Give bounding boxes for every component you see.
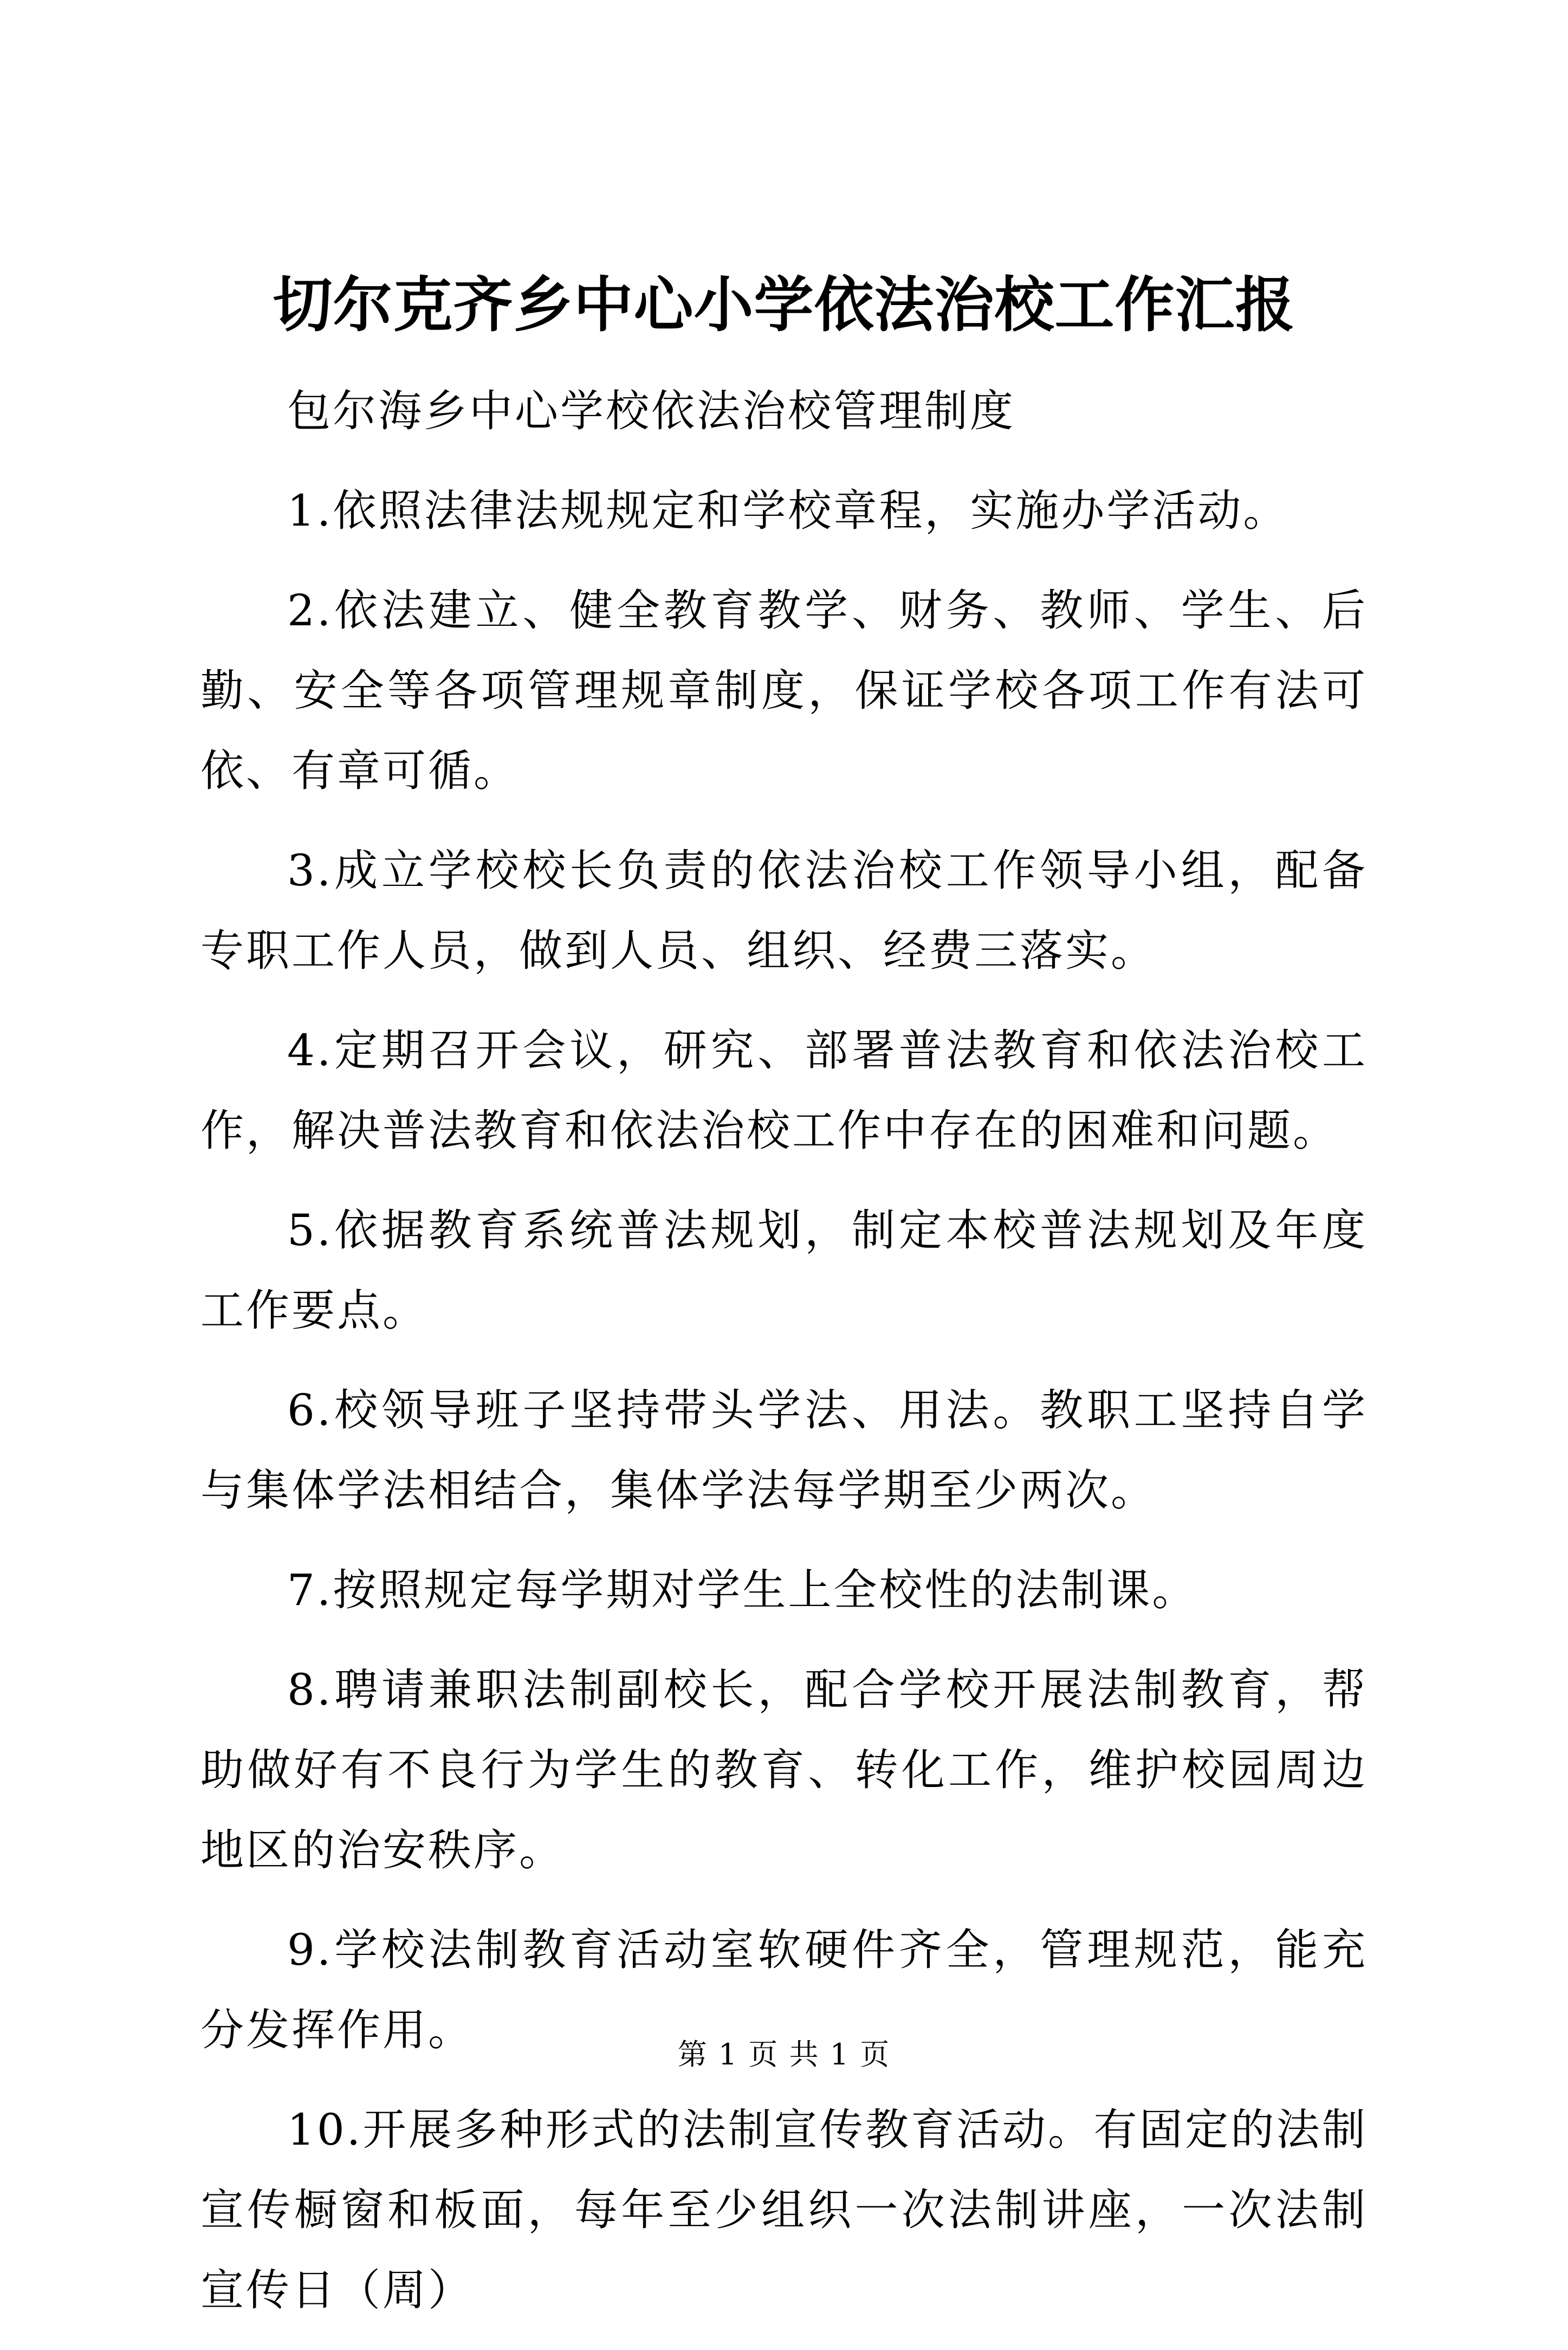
paragraph-item-8: 8.聘请兼职法制副校长，配合学校开展法制教育，帮助做好有不良行为学生的教育、转化工作，维护校园周边地区的治安秩序。 bbox=[200, 1665, 1368, 1875]
paragraph-item-5: 5.依据教育系统普法规划，制定本校普法规划及年度工作要点。 bbox=[200, 1205, 1368, 1336]
paragraph-item-6: 6.校领导班子坚持带头学法、用法。教职工坚持自学与集体学法相结合，集体学法每学期至少两次。 bbox=[200, 1385, 1368, 1516]
paragraph-subtitle: 包尔海乡中心学校依法治校管理制度 bbox=[287, 386, 1015, 436]
paragraph-item-3: 3.成立学校校长负责的依法治校工作领导小组，配备专职工作人员，做到人员、组织、经费三落实。 bbox=[200, 845, 1368, 976]
paragraph-item-7: 7.按照规定每学期对学生上全校性的法制课。 bbox=[287, 1565, 1198, 1615]
paragraph-item-2: 2.依法建立、健全教育教学、财务、教师、学生、后勤、安全等各项管理规章制度，保证学校各项工作有法可依、有章可循。 bbox=[200, 585, 1368, 796]
page-footer: 第 1 页 共 1 页 bbox=[677, 2037, 891, 2071]
paragraph-item-10: 10.开展多种形式的法制宣传教育活动。有固定的法制宣传橱窗和板面，每年至少组织一次法制讲座，一次法制宣传日（周） bbox=[200, 2105, 1368, 2315]
paragraph-item-9: 9.学校法制教育活动室软硬件齐全，管理规范，能充分发挥作用。 bbox=[200, 1925, 1368, 2055]
paragraph-item-4: 4.定期召开会议，研究、部署普法教育和依法治校工作，解决普法教育和依法治校工作中存在的困难和问题。 bbox=[200, 1025, 1368, 1156]
paragraph-item-1: 1.依照法律法规规定和学校章程，实施办学活动。 bbox=[287, 485, 1289, 536]
document-title: 切尔克齐乡中心小学依法治校工作汇报 bbox=[273, 270, 1295, 340]
